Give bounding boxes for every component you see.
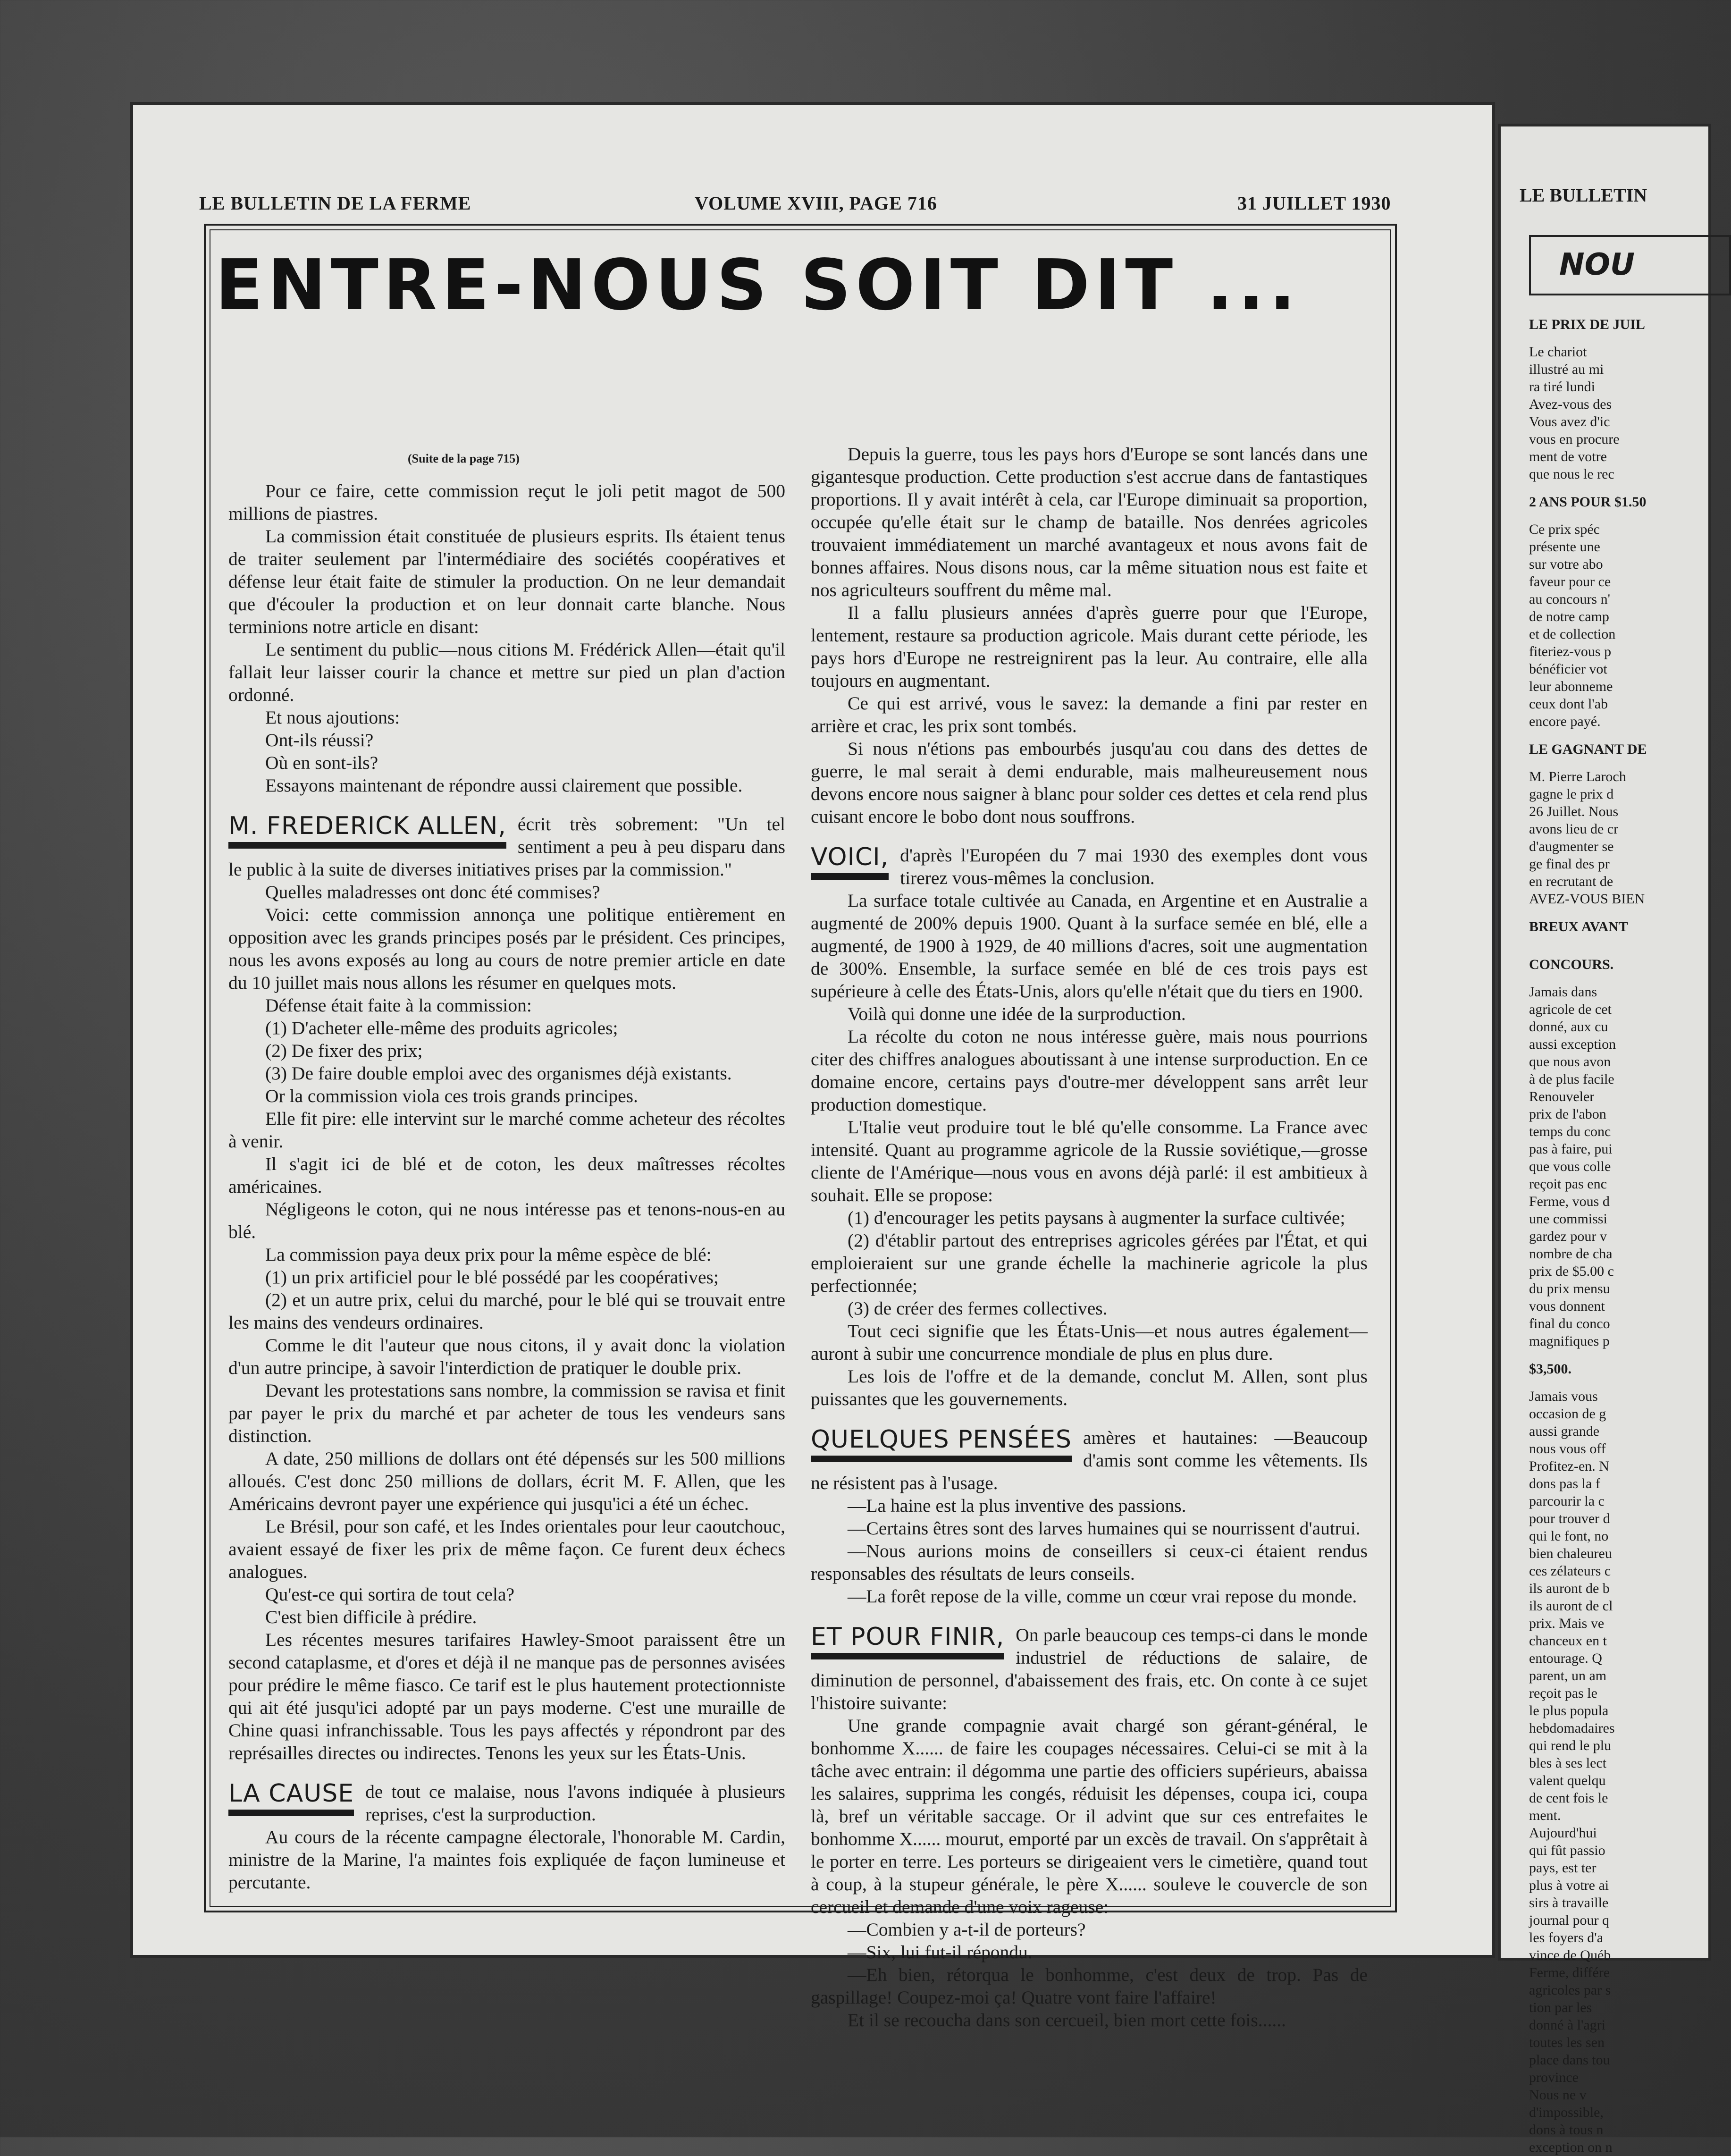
next-page-line: magnifiques p [1529, 1333, 1610, 1349]
next-page-title: NOU [1559, 247, 1635, 282]
next-page-line: sur votre abo [1529, 556, 1603, 572]
paragraph: Devant les protestations sans nombre, la commission se ravisa et finit par payer le prix du marché et par acheter de tous les vendeurs sans distinction. [228, 1380, 785, 1446]
next-page-line: les foyers d'a [1529, 1930, 1604, 1945]
next-page-line: agricole de cet [1529, 1002, 1612, 1017]
next-page-line: leur abonneme [1529, 679, 1613, 694]
next-page-line: ils auront de b [1529, 1581, 1610, 1596]
section-heading: M. FREDERICK ALLEN, [228, 813, 506, 849]
next-page-line: qui rend le plu [1529, 1738, 1612, 1753]
next-page-line: pour trouver d [1529, 1511, 1610, 1526]
paragraph: Au cours de la récente campagne électorale, l'honorable M. Cardin, ministre de la Marine, l'a maintes fois expliquée de façon lumineuse et percutante. [228, 1827, 785, 1893]
next-page-line: donné, aux cu [1529, 1019, 1608, 1035]
next-page-line: 2 ANS POUR $1.50 [1529, 494, 1647, 510]
paragraph: (3) de créer des fermes collectives. [848, 1298, 1108, 1319]
next-page-line: nous vous off [1529, 1441, 1606, 1457]
paragraph: —Eh bien, rétorqua le bonhomme, c'est deux de trop. Pas de gaspillage! Coupez-moi ça! Quatre vont faire l'affaire! [811, 1964, 1368, 2008]
newspaper-page [133, 105, 1492, 2030]
next-page-line: tion par les [1529, 2000, 1592, 2015]
next-page-line: le plus popula [1529, 1703, 1609, 1718]
next-page-line: ceux dont l'ab [1529, 696, 1608, 712]
next-page-edge [1501, 126, 1708, 2155]
paragraph: —Combien y a-t-il de porteurs? [848, 1919, 1086, 1940]
paragraph: Voici: cette commission annonça une politique entièrement en opposition avec les grands principes posés par le président. Ces principes, nous les avons exposés au long au cours de notre premier article en date du 10 juillet mais nous allons les résumer en quelques mots. [228, 904, 785, 993]
next-page-line: illustré au mi [1529, 362, 1604, 377]
next-page-line: Jamais dans [1529, 984, 1597, 1000]
next-page-line: Profitez-en. N [1529, 1458, 1609, 1474]
next-page-line: sirs à travaille [1529, 1895, 1609, 1911]
next-page-line: Jamais vous [1529, 1389, 1598, 1404]
next-page-line: prix de $5.00 c [1529, 1263, 1614, 1279]
paragraph: La récolte du coton ne nous intéresse guère, mais nous pourrions citer des chiffres analogues aboutissant à une intense surproduction. En ce domaine encore, certains pays d'outre-mer développent sans arrêt leur production domestique. [811, 1026, 1368, 1115]
section-la-cause [228, 1780, 785, 1826]
paragraph: Les récentes mesures tarifaires Hawley-Smoot paraissent être un second cataplasme, et d'ores et déjà il ne manque pas de personnes avisées pour prédire le même fiasco. Ce tarif est le plus hautement protectionniste qui ait été jusqu'ici adopté par un pays moderne. C'est une muraille de Chine quasi infranchissable. Tous les pays affectés y répondront par des représailles directes ou indirectes. Tenons les yeux sur les États-Unis. [228, 1629, 785, 1763]
paragraph: Et nous ajoutions: [265, 707, 400, 728]
paragraph: Or la commission viola ces trois grands principes. [265, 1086, 638, 1106]
next-page-line: dons pas la f [1529, 1476, 1600, 1491]
next-page-line: de notre camp [1529, 609, 1609, 624]
next-page-line: M. Pierre Laroch [1529, 769, 1626, 784]
paragraph: Et il se recoucha dans son cercueil, bien mort cette fois...... [848, 2010, 1286, 2030]
next-page-line: Ferme, vous d [1529, 1194, 1610, 1209]
next-page-runhead: LE BULLETIN [1520, 185, 1647, 206]
section-lead: écrit très sobrement: "Un tel sentiment a peu à peu disparu dans le public à la suite de diverses initiatives prises par la commission." [228, 814, 785, 880]
next-page-line: toutes les sen [1529, 2035, 1605, 2050]
next-page-line: fiteriez-vous p [1529, 644, 1612, 659]
section-lead: de tout ce malaise, nous l'avons indiquée à plusieurs reprises, c'est la surproduction. [365, 1781, 785, 1825]
next-page-line: d'impossible, [1529, 2105, 1604, 2120]
paragraph: Défense était faite à la commission: [265, 995, 532, 1016]
next-page-line: Vous avez d'ic [1529, 414, 1610, 430]
next-page-line: chanceux en t [1529, 1633, 1607, 1649]
next-page-line: BREUX AVANT [1529, 919, 1628, 935]
paragraph: Où en sont-ils? [265, 752, 378, 773]
next-page-line: à de plus facile [1529, 1071, 1614, 1087]
next-page-line: temps du conc [1529, 1124, 1611, 1139]
paragraph: —Six, lui fut-il répondu. [848, 1942, 1033, 1962]
next-page-line: Aujourd'hui [1529, 1825, 1597, 1841]
paragraph: —La forêt repose de la ville, comme un cœur vrai repose du monde. [848, 1586, 1357, 1607]
next-page-line: AVEZ-VOUS BIEN [1529, 891, 1645, 907]
next-page-line: au concours n' [1529, 591, 1611, 607]
next-page-line: avons lieu de cr [1529, 821, 1619, 837]
next-page-line: ge final des pr [1529, 856, 1610, 872]
next-page-line: vous en procure [1529, 431, 1620, 447]
next-page-line: Ce prix spéc [1529, 522, 1600, 537]
next-page-line: agricoles par s [1529, 1982, 1611, 1998]
paragraph: Voilà qui donne une idée de la surproduction. [848, 1003, 1186, 1024]
next-page-line: aussi grande [1529, 1423, 1600, 1439]
paragraph: A date, 250 millions de dollars ont été dépensés sur les 500 millions alloués. C'est donc 250 millions de dollars, écrit M. F. Allen, que les Américains devront payer une expérience qui jusqu'ici a été un échec. [228, 1448, 785, 1514]
issue-date: 31 JUILLET 1930 [1237, 193, 1391, 214]
next-page-line: aussi exception [1529, 1036, 1616, 1052]
next-page-line: reçoit pas enc [1529, 1176, 1607, 1192]
next-page-line: plus à votre ai [1529, 1878, 1609, 1893]
next-page-line: ils auront de cl [1529, 1598, 1613, 1614]
paragraph: —Nous aurions moins de conseillers si ceux-ci étaient rendus responsables des résultats de leurs conseils. [811, 1541, 1368, 1584]
next-page-line: nombre de cha [1529, 1246, 1613, 1262]
paragraph: Ce qui est arrivé, vous le savez: la demande a fini par rester en arrière et crac, les prix sont tombés. [811, 693, 1368, 736]
next-page-line: en recrutant de [1529, 874, 1613, 889]
next-page-line: donné à l'agri [1529, 2017, 1606, 2033]
paragraph: Tout ceci signifie que les États-Unis—et nous autres également—auront à subir une concurrence mondiale de plus en plus dure. [811, 1321, 1368, 1364]
next-page-line: Nous ne v [1529, 2087, 1587, 2103]
paragraph: Le sentiment du public—nous citions M. Frédérick Allen—était qu'il fallait leur laisser courir la chance et mettre sur pied un plan d'action ordonné. [228, 639, 785, 705]
next-page-line: Le chariot [1529, 344, 1587, 360]
next-page-line: une commissi [1529, 1211, 1607, 1227]
section-heading: VOICI, [811, 844, 889, 880]
article-frame [204, 224, 1397, 2030]
next-page-line: occasion de g [1529, 1406, 1606, 1422]
publication-name: LE BULLETIN DE LA FERME [199, 193, 471, 214]
paragraph: C'est bien difficile à prédire. [265, 1607, 477, 1627]
next-page-line: ment de votre [1529, 449, 1607, 464]
paragraph: La commission paya deux prix pour la même espèce de blé: [265, 1244, 712, 1265]
paragraph: (1) d'encourager les petits paysans à augmenter la surface cultivée; [848, 1207, 1345, 1228]
next-page-line: parcourir la c [1529, 1493, 1605, 1509]
next-page-line: bles à ses lect [1529, 1755, 1607, 1771]
next-page-line: place dans tou [1529, 2052, 1610, 2068]
paragraph: (1) D'acheter elle-même des produits agricoles; [265, 1018, 618, 1038]
section-quelques-pensees [811, 1426, 1368, 1494]
next-page-line: gagne le prix d [1529, 786, 1614, 802]
next-page-line: Ferme, différe [1529, 1965, 1610, 1980]
paragraph: Depuis la guerre, tous les pays hors d'Europe se sont lancés dans une gigantesque production. Cette production s'est accrue dans de fantastiques proportions. Il y avait intérêt à cela, car l'Europe diminuait sa proportion, occupée qu'elle était sur le champ de bataille. Nos denrées agricoles trouvaient immédiatement un marché avantageux et nous avons fait de bonnes affaires. Nous disons nous, car la même situation nous est faite et nos agriculteurs souffrent du même mal. [811, 444, 1368, 600]
continued-note: (Suite de la page 715) [408, 452, 520, 465]
next-page-line: de cent fois le [1529, 1790, 1608, 1806]
next-page-line: pays, est ter [1529, 1860, 1597, 1876]
section-lead: d'après l'Européen du 7 mai 1930 des exemples dont vous tirerez vous-mêmes la conclusion. [900, 845, 1368, 888]
paragraph: La commission était constituée de plusieurs esprits. Ils étaient tenus de traiter seulement par l'intermédiaire des sociétés coopératives et défense leur était faite de stimuler la production. On ne leur demandait que d'écouler la production et on leur donnait carte blanche. Nous terminions notre article en disant: [228, 526, 785, 637]
right-column [811, 443, 1368, 2031]
next-page-line: $3,500. [1529, 1361, 1571, 1377]
section-voici [811, 844, 1368, 889]
next-page-line: vous donnent [1529, 1298, 1605, 1314]
paragraph: Une grande compagnie avait chargé son gérant-général, le bonhomme X...... de faire les coupages nécessaires. Celui-ci se mit à la tâche avec entrain: il dégomma une partie des officiers supérieurs, abaissa les salaires, supprima les congés, réduisit les dépenses, coupa ici, coupa là, bref un véritable saccage. Or il advint que sur ces entrefaites le bonhomme X...... mourut, emporté par un excès de travail. On s'apprêtait à le porter en terre. Les porteurs se dirigeaient vers le cimetière, quand tout à coup, à la stupeur générale, le père X...... souleve le couvercle de son cercueil et demande d'une voix rageuse: [811, 1715, 1368, 1917]
paragraph: La surface totale cultivée au Canada, en Argentine et en Australie a augmenté de 200% depuis 1900. Quant à la surface semée en blé, elle a augmenté, de 1900 à 1929, de 40 millions d'acres, soit une augmentation de 300%. Ensemble, la surface semée en blé de ces trois pays est supérieure à celle des États-Unis, alors qu'elle n'était que du tiers en 1900. [811, 890, 1368, 1002]
paragraph: Ont-ils réussi? [265, 730, 374, 750]
next-page-line: bénéficier vot [1529, 661, 1607, 677]
next-page-line: d'augmenter se [1529, 839, 1614, 854]
next-page-line: exception on n [1529, 2139, 1613, 2155]
next-page-line: du prix mensu [1529, 1281, 1610, 1297]
next-page-line: faveur pour ce [1529, 574, 1611, 590]
paragraph: Il s'agit ici de blé et de coton, les deux maîtresses récoltes américaines. [228, 1154, 785, 1197]
next-page-line: entourage. Q [1529, 1651, 1602, 1666]
article-title: ENTRE-NOUS SOIT DIT ... [215, 244, 1301, 326]
paragraph: (1) un prix artificiel pour le blé possédé par les coopératives; [265, 1267, 719, 1288]
next-page-line: gardez pour v [1529, 1229, 1607, 1244]
next-page-line: pas à faire, pui [1529, 1141, 1613, 1157]
next-page-line: dons à tous n [1529, 2122, 1604, 2138]
section-heading: QUELQUES PENSÉES [811, 1426, 1072, 1462]
next-page-line: vince de Québ [1529, 1947, 1611, 1963]
next-page-line: journal pour q [1529, 1912, 1609, 1928]
next-page-line: final du conco [1529, 1316, 1610, 1331]
paragraph: Quelles maladresses ont donc été commises? [265, 882, 600, 902]
paragraph: —La haine est la plus inventive des passions. [848, 1495, 1186, 1516]
next-page-line: encore payé. [1529, 714, 1601, 729]
next-page-line: présente une [1529, 539, 1600, 555]
section-heading: ET POUR FINIR, [811, 1624, 1004, 1659]
next-page-line: LE PRIX DE JUIL [1529, 317, 1645, 332]
next-page-line: CONCOURS. [1529, 957, 1614, 972]
paragraph: Les lois de l'offre et de la demande, conclut M. Allen, sont plus puissantes que les gouvernements. [811, 1366, 1368, 1409]
volume-page: VOLUME XVIII, PAGE 716 [695, 193, 937, 214]
next-page-line: qui le font, no [1529, 1528, 1609, 1544]
next-page-line: hebdomadaires [1529, 1720, 1615, 1736]
next-page-line: qui fût passio [1529, 1843, 1605, 1858]
paragraph: Essayons maintenant de répondre aussi clairement que possible. [265, 775, 743, 796]
next-page-title-box [1529, 235, 1731, 295]
next-page-line: valent quelqu [1529, 1773, 1606, 1788]
section-et-pour-finir [811, 1624, 1368, 1714]
next-page-line: ces zélateurs c [1529, 1563, 1611, 1579]
section-heading: LA CAUSE [228, 1780, 354, 1816]
paragraph: Comme le dit l'auteur que nous citons, il y avait donc la violation d'un autre principe, à savoir l'interdiction de pratiquer le double prix. [228, 1335, 785, 1378]
paragraph: (2) d'établir partout des entreprises agricoles gérées par l'État, et qui emploieraient sur une grande échelle la machinerie agricole la plus perfectionnée; [811, 1230, 1368, 1296]
next-page-line: et de collection [1529, 626, 1616, 642]
paragraph: Elle fit pire: elle intervint sur le marché comme acheteur des récoltes à venir. [228, 1108, 785, 1152]
next-page-line: reçoit pas le [1529, 1685, 1597, 1701]
next-page-line: parent, un am [1529, 1668, 1607, 1684]
paragraph: (2) et un autre prix, celui du marché, pour le blé qui se trouvait entre les mains des vendeurs ordinaires. [228, 1289, 785, 1333]
paragraph: Si nous n'étions pas embourbés jusqu'au cou dans des dettes de guerre, le mal serait à demi endurable, mais malheureusement nous devons encore nous saigner à blanc pour solder ces dettes et cela rend plus cuisant encore le bobo dont nous souffrons. [811, 738, 1368, 827]
next-page-line: ra tiré lundi [1529, 379, 1595, 395]
next-page-line: bien chaleureu [1529, 1546, 1612, 1561]
section-lead: amères et hautaines: —Beaucoup d'amis sont comme les vêtements. Ils ne résistent pas à l'usage. [811, 1427, 1368, 1493]
next-page-line: Avez-vous des [1529, 396, 1612, 412]
next-page-line: que vous colle [1529, 1159, 1611, 1174]
next-page-line: ment. [1529, 1808, 1561, 1823]
next-page-line: prix. Mais ve [1529, 1616, 1605, 1631]
next-page-line: prix de l'abon [1529, 1106, 1606, 1122]
paragraph: Le Brésil, pour son café, et les Indes orientales pour leur caoutchouc, avaient essayé de fixer les prix de même façon. Ce furent deux échecs analogues. [228, 1516, 785, 1582]
paragraph: Pour ce faire, cette commission reçut le joli petit magot de 500 millions de piastres. [228, 480, 785, 524]
paragraph: (3) De faire double emploi avec des organismes déjà existants. [265, 1063, 732, 1084]
next-page-line: LE GAGNANT DE [1529, 741, 1647, 757]
next-page-line: que nous le rec [1529, 466, 1614, 482]
paragraph: Il a fallu plusieurs années d'après guerre pour que l'Europe, lentement, restaure sa production agricole. Mais durant cette période, les pays hors d'Europe ne restreignirent pas la leur. Au contraire, elle alla toujours en augmentant. [811, 602, 1368, 691]
paragraph: Négligeons le coton, qui ne nous intéresse pas et tenons-nous-en au blé. [228, 1199, 785, 1242]
section-lead: On parle beaucoup ces temps-ci dans le monde industriel de réductions de salaire, de diminution de personnel, d'abaissement des frais, etc. On conte à ce sujet l'histoire suivante: [811, 1625, 1368, 1713]
paragraph: —Certains êtres sont des larves humaines qui se nourrissent d'autrui. [848, 1518, 1361, 1539]
next-page-line: province [1529, 2070, 1579, 2085]
paragraph: Qu'est-ce qui sortira de tout cela? [265, 1584, 515, 1605]
next-page-line: Renouveler [1529, 1089, 1595, 1104]
left-column [228, 447, 785, 1894]
paragraph: L'Italie veut produire tout le blé qu'elle consomme. La France avec intensité. Quant au programme agricole de la Russie soviétique,—grosse cliente de l'Amérique—nous vous en avons déjà parlé: il est ambitieux à souhait. Elle se propose: [811, 1117, 1368, 1205]
section-frederick-allen [228, 813, 785, 881]
paragraph: (2) De fixer des prix; [265, 1040, 423, 1061]
next-page-line: 26 Juillet. Nous [1529, 804, 1619, 819]
next-page-line: que nous avon [1529, 1054, 1611, 1070]
